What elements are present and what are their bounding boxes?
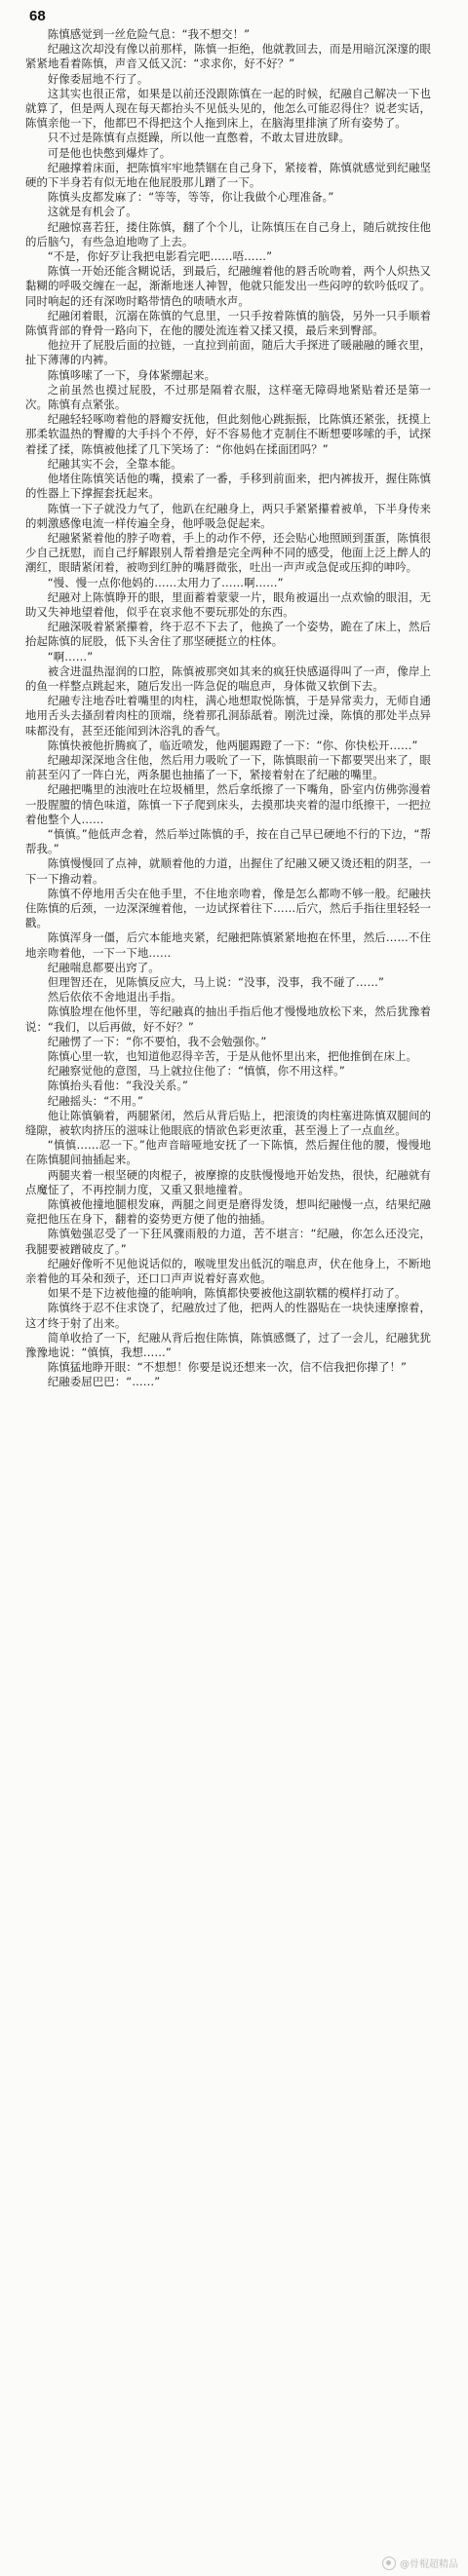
paragraph: 他让陈慎躺着，两腿紧闭，然后从背后贴上，把滚烫的肉柱塞进陈慎双腿间的缝隙，被软肉挤压的滋味让他眼底的情欲色彩更浓重，甚至漫上了一点血丝。 [25, 1108, 431, 1138]
paragraph: 纪融愣了一下：“你不要怕，我不会勉强你。” [47, 1034, 267, 1048]
paragraph: 纪融深吸着紧紧攥着，终于忍不下去了，他换了一个姿势，跪在了床上，然后抬起陈慎的屁股，低下头舍住了那坚硬挺立的柱体。 [25, 620, 431, 649]
paragraph: 陈慎哆嗦了一下，身体紧绷起来。 [47, 367, 216, 382]
paragraph: 然后依依不舍地退出手指。 [47, 990, 182, 1004]
body-text [25, 27, 431, 1390]
paragraph: 简单收拾了一下，纪融从背后抱住陈慎，陈慎感慨了，过了一会儿，纪融犹犹豫豫地说：“慎慎，我想……” [25, 1330, 431, 1360]
paragraph: 之前虽然也摸过屁股，不过那是隔着衣服，这样毫无障碍地紧贴着还是第一次。陈慎有点紧张。 [25, 382, 431, 412]
paragraph: 纪融好像听不见他说话似的，喉咙里发出低沉的喘息声，伏在他身上，不断地亲着他的耳朵和颈子，还口口声声说着好喜欢他。 [25, 1256, 431, 1286]
paragraph: 这其实也很正常，如果是以前还没跟陈慎在一起的时候，纪融自己解决一下也就算了，但是两人现在每天都抬头不见低头见的，他怎么可能忍得住？说老实话，陈慎亲他一下，他都巴不得把这个人拖到床上，在脑海里排演了所有姿势了。 [25, 86, 431, 131]
paragraph: 纪融轻轻啄吻着他的唇瓣安抚他，但此刻他心跳振振，比陈慎还紧张，抚摸上那柔软温热的臀瓣的大手抖个不停，好不容易他才克制住不断想要哆嗦的手，试探着揉了揉，陈慎被他揉了几下笑场了：“你他妈在揉面团吗？” [25, 412, 431, 456]
paragraph: 陈慎浑身一僵，后穴本能地夹紧，纪融把陈慎紧紧地抱在怀里，然后……不住地亲吻着他，一下一下地…… [25, 930, 431, 960]
watermark-logo-icon [382, 2557, 396, 2570]
paragraph: 被含进温热湿润的口腔，陈慎被那突如其来的疯狂快感逼得叫了一声，像岸上的鱼一样整点跳起来，随后发出一阵急促的喘息声，身体微又软倒下去。 [25, 663, 431, 693]
paragraph: 纪融其实不会，全靠本能。 [47, 456, 182, 471]
paragraph: 陈慎慢慢回了点神，就顺着他的力道，出握住了纪融又硬又烫还粗的阴茎，一下一下撸动着。 [25, 856, 431, 886]
paragraph: 纪融惊喜若狂，搂住陈慎，翻了个个儿，让陈慎压在自己身上，随后就按住他的后脑勺，有些急迫地吻了上去。 [25, 219, 431, 248]
paragraph: 陈慎快被他折腾疯了，临近喷发，他两腿踢蹬了一下：“你、你快松开……” [47, 738, 418, 752]
paragraph: 陈慎一下子就没力气了，他趴在纪融身上，两只手紧紧攥着被单，下半身传来的刺激感像电流一样传遍全身，他呼吸急促起来。 [25, 501, 431, 530]
paragraph: 但理智还在，见陈慎反应大，马上说：“没事，没事，我不碰了……” [47, 975, 385, 989]
paragraph: 陈慎勉强忍受了一下狂风骤雨般的力道，苦不堪言：“纪融，你怎么还没完，我腿要被蹭破皮了。” [25, 1227, 431, 1256]
watermark [382, 2556, 458, 2570]
paragraph: 纪融察觉他的意图，马上就拉住他了：“慎慎，你不用这样。” [47, 1064, 345, 1079]
paragraph: “慎慎。”他低声念着，然后举过陈慎的手，按在自己早已硬地不行的下边，“帮帮我。” [25, 826, 431, 856]
paragraph: 纪融喘息都要出窍了。 [47, 960, 160, 974]
paragraph: 纪融委屈巴巴：“……” [47, 1375, 161, 1389]
paragraph: 好像委屈地不行了。 [47, 71, 149, 86]
paragraph: 他拉开了屁股后面的拉链，一直拉到前面，随后大手探进了暖融融的睡衣里，扯下薄薄的内裤。 [25, 338, 431, 367]
paragraph: 只不过是陈慎有点挺躁，所以他一直憋着，不敢太冒进放肆。 [47, 131, 351, 145]
paragraph: 纪融专注地吞吐着嘴里的肉柱，满心地想取悦陈慎，于是异常卖力，无师自通地用舌头去搔刮着肉柱的顶端，绕着那孔洞舔舐着。刚洗过澡，陈慎的那处半点异味都没有，甚至还能闻到沐浴乳的香气。 [25, 694, 431, 738]
paragraph: 可是他也快憋到爆炸了。 [47, 145, 172, 160]
paragraph: 纪融撑着床面，把陈慎牢牢地禁锢在自己身下，紧接着，陈慎就感觉到纪融坚硬的下半身若有似无地在他屁股那儿蹭了一下。 [25, 160, 431, 190]
paragraph: 陈慎终于忍不住求饶了，纪融放过了他，把两人的性器贴在一块快速摩擦着，这才终于射了出来。 [25, 1301, 431, 1330]
paragraph: 如果不是下边被他撞的能响响，陈慎都快要被他这副软糯的模样打动了。 [47, 1286, 407, 1301]
page-number: 68 [29, 8, 46, 24]
paragraph: 纪融摇头：“不用。” [47, 1093, 144, 1108]
paragraph: 陈慎被他撞地腿根发麻，两腿之间更是磨得发烫，想叫纪融慢一点，结果纪融竟把他压在身下，翻着的姿势更方便了他的抽插。 [25, 1197, 431, 1227]
paragraph: 纪融闭着眼，沉溺在陈慎的气息里，一只手按着陈慎的脑袋，另外一只手顺着陈慎背部的脊骨一路向下，在他的腰处流连着又揉又摸，最后来到臀部。 [25, 308, 431, 338]
paragraph: 纪融对上陈慎睁开的眼，里面蓄着蒙蒙一片，眼角被逼出一点欢愉的眼泪，无助又失神地望着他，似乎在哀求他不要玩那处的东西。 [25, 589, 431, 619]
paragraph: “啊……” [47, 649, 94, 663]
paragraph: 纪融紧紧着他的脖子吻着，手上的动作不停，还会贴心地照顾到蛋蛋，陈慎很少自己抚慰，而自己纾解跟别人帮着撸是完全两种不同的感受，他面上泛上醉人的潮红，眼睛紧闭着，被吻到红肿的嘴唇微张，吐出一声声或急促或压抑的呻吟。 [25, 530, 431, 575]
paragraph: 陈慎心里一软，也知道他忍得辛苦，于是从他怀里出来，把他推倒在床上。 [47, 1049, 417, 1064]
paragraph: 纪融却深深地含住他，然后用力吸吮了一下，陈慎眼前一下都要哭出来了，眼前甚至闪了一阵白光，两条腿也抽搐了一下，紧接着射在了纪融的嘴里。 [25, 752, 431, 782]
paragraph: “慎慎……忍一下。”他声音暗哑地安抚了一下陈慎，然后握住他的腰，慢慢地在陈慎腿间抽插起来。 [25, 1138, 431, 1167]
paragraph: 两腿夹着一根坚硬的肉棍子，被摩擦的皮肤慢慢地开始发热，很快，纪融就有点魔怔了，不再控制力度，又重又狠地撞着。 [25, 1167, 431, 1196]
paragraph: 陈慎抬头看他：“我没关系。” [47, 1079, 188, 1093]
paragraph: 陈慎不停地用舌尖在他手里，不住地亲吻着，像是怎么都吻不够一般。纪融扶住陈慎的后颈，一边深深缠着他，一边试探着往下……后穴，然后手指往里轻轻一戳。 [25, 886, 431, 930]
paragraph: 陈慎猛地睁开眼：“不想想！你要是说还想来一次，信不信我把你撵了！” [47, 1360, 408, 1375]
paragraph: 陈慎一开始还能含糊说话，到最后，纪融缠着他的唇舌吮吻着，两个人炽热又黏糊的呼吸交缠在一起，渐渐地迷人神智，他就只能发出一些闷哼的软吟低叹了。同时响起的还有深吻时略带情色的啧啧水声。 [25, 264, 431, 308]
watermark-text: @骨棍超精品 [400, 2559, 458, 2570]
paragraph: 这就是有机会了。 [47, 205, 137, 219]
paragraph: 纪融把嘴里的浊液吐在垃圾桶里，然后拿纸擦了一下嘴角，卧室内仿佛弥漫着一股腥膻的情色味道，陈慎一下子爬到床头，去摸那块夹着的湿巾纸擦干，一把拉着他整个人…… [25, 782, 431, 826]
paragraph: “慢、慢一点你他妈的……太用力了……啊……” [47, 575, 284, 589]
paragraph: 他堵住陈慎笑话他的嘴，摸索了一番，手移到前面来，把内裤拔开，握住陈慎的性器上下撑握套抚起来。 [25, 472, 431, 501]
paragraph: “不是，你好歹让我把电影看完吧……唔……” [47, 249, 273, 264]
paragraph: 陈慎头皮都发麻了：“等等，等等，你让我做个心理准备。” [47, 190, 334, 205]
paragraph: 陈慎脸埋在他怀里，等纪融真的抽出手指后他才慢慢地放松下来，然后犹豫着说：“我们，以后再做，好不好？” [25, 1004, 431, 1034]
paragraph: 纪融这次却没有像以前那样，陈慎一拒绝，他就教回去，而是用暗沉深邃的眼紧紧地看着陈慎，声音又低又沉：“求求你，好不好？” [25, 42, 431, 71]
paragraph: 陈慎感觉到一丝危险气息：“我不想交！” [47, 27, 251, 41]
